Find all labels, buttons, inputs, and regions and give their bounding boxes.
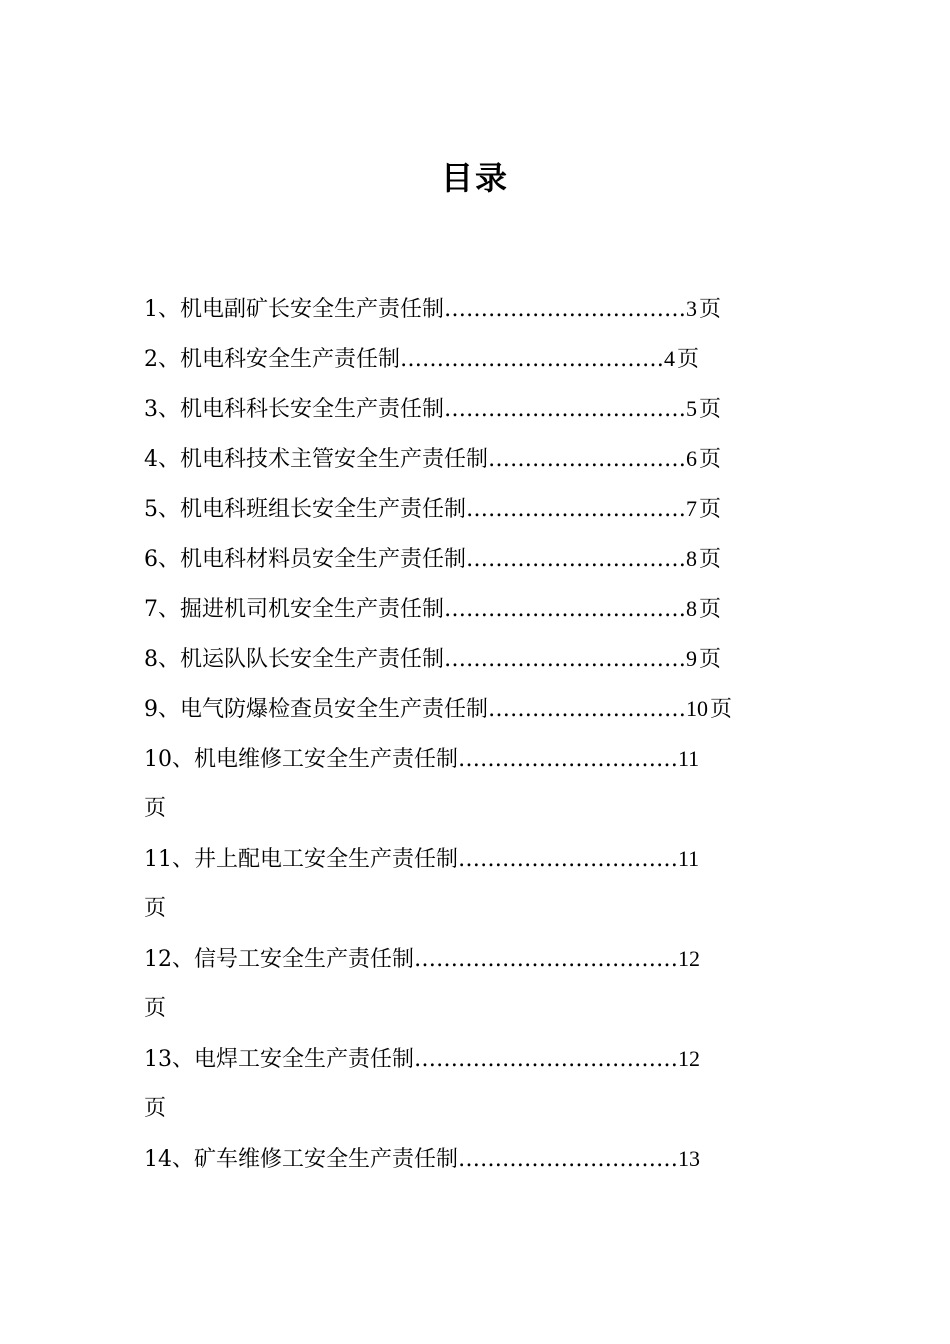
toc-entry-continuation — [144, 884, 808, 934]
toc-page-unit: 页 — [699, 597, 722, 622]
toc-entry — [144, 1034, 808, 1084]
toc-page-unit: 页 — [699, 547, 722, 572]
toc-page-unit: 页 — [699, 397, 722, 422]
toc-leader: ………………………… — [458, 747, 678, 772]
toc-page-unit: 页 — [699, 447, 722, 472]
toc-entry — [144, 1134, 808, 1184]
toc-page-number: 10 — [686, 696, 708, 721]
toc-entry-label: 4、机电科技术主管安全生产责任制 — [144, 447, 488, 472]
toc-leader: …………………………… — [444, 647, 686, 672]
toc-entry-label: 9、电气防爆检查员安全生产责任制 — [144, 697, 488, 722]
toc-entry-continuation — [144, 784, 808, 834]
toc-entry-label: 13、电焊工安全生产责任制 — [144, 1047, 414, 1072]
toc-entry — [144, 384, 808, 434]
toc-entry — [144, 334, 808, 384]
toc-entry-label: 1、机电副矿长安全生产责任制 — [144, 297, 444, 322]
toc-entry — [144, 684, 808, 734]
toc-entry-label: 14、矿车维修工安全生产责任制 — [144, 1147, 458, 1172]
toc-leader: ……………………………… — [414, 1047, 678, 1072]
toc-entry-label: 10、机电维修工安全生产责任制 — [144, 747, 458, 772]
toc-leader: ………………………… — [466, 497, 686, 522]
toc-entry — [144, 434, 808, 484]
toc-entry — [144, 734, 808, 784]
toc-list — [144, 284, 808, 1184]
toc-entry-label: 7、掘进机司机安全生产责任制 — [144, 597, 444, 622]
toc-entry-label: 5、机电科班组长安全生产责任制 — [144, 497, 466, 522]
toc-entry-continuation — [144, 984, 808, 1034]
toc-page-unit: 页 — [699, 497, 722, 522]
toc-leader: ……………………………… — [414, 947, 678, 972]
toc-page-number: 12 — [678, 1046, 700, 1071]
toc-leader: ……………………………… — [400, 347, 664, 372]
toc-page-number: 8 — [686, 596, 697, 621]
toc-entry-label: 3、机电科科长安全生产责任制 — [144, 397, 444, 422]
toc-page-unit: 页 — [144, 796, 167, 821]
toc-entry — [144, 534, 808, 584]
toc-leader: ………………………… — [458, 1147, 678, 1172]
toc-entry-label: 12、信号工安全生产责任制 — [144, 947, 414, 972]
toc-page-number: 5 — [686, 396, 697, 421]
toc-page-unit: 页 — [144, 996, 167, 1021]
toc-entry-continuation — [144, 1084, 808, 1134]
toc-leader: …………………………… — [444, 597, 686, 622]
toc-entry — [144, 584, 808, 634]
toc-entry-label: 6、机电科材料员安全生产责任制 — [144, 547, 466, 572]
toc-entry-label: 2、机电科安全生产责任制 — [144, 347, 400, 372]
toc-leader: ………………………… — [458, 847, 678, 872]
toc-leader: ………………………… — [466, 547, 686, 572]
toc-page-number: 8 — [686, 546, 697, 571]
toc-page-number: 11 — [678, 746, 700, 771]
toc-entry — [144, 484, 808, 534]
toc-page-number: 13 — [678, 1146, 700, 1171]
toc-page-number: 12 — [678, 946, 700, 971]
toc-page-unit: 页 — [677, 347, 700, 372]
toc-leader: ……………………… — [488, 447, 686, 472]
toc-entry-label: 8、机运队队长安全生产责任制 — [144, 647, 444, 672]
toc-leader: ……………………… — [488, 697, 686, 722]
toc-entry — [144, 834, 808, 884]
toc-page-unit: 页 — [699, 647, 722, 672]
toc-page-number: 7 — [686, 496, 697, 521]
toc-leader: …………………………… — [444, 297, 686, 322]
toc-page-number: 11 — [678, 846, 700, 871]
toc-page-unit: 页 — [699, 297, 722, 322]
toc-title: 目录 — [440, 159, 509, 197]
toc-page-number: 4 — [664, 346, 675, 371]
toc-entry — [144, 284, 808, 334]
toc-page-number: 9 — [686, 646, 697, 671]
toc-leader: …………………………… — [444, 397, 686, 422]
toc-page-number: 6 — [686, 446, 697, 471]
toc-entry — [144, 934, 808, 984]
toc-entry — [144, 634, 808, 684]
toc-entry-label: 11、井上配电工安全生产责任制 — [144, 847, 458, 872]
toc-page-unit: 页 — [710, 697, 733, 722]
toc-page-unit: 页 — [144, 896, 167, 921]
toc-page-number: 3 — [686, 296, 697, 321]
toc-page-unit: 页 — [144, 1096, 167, 1121]
